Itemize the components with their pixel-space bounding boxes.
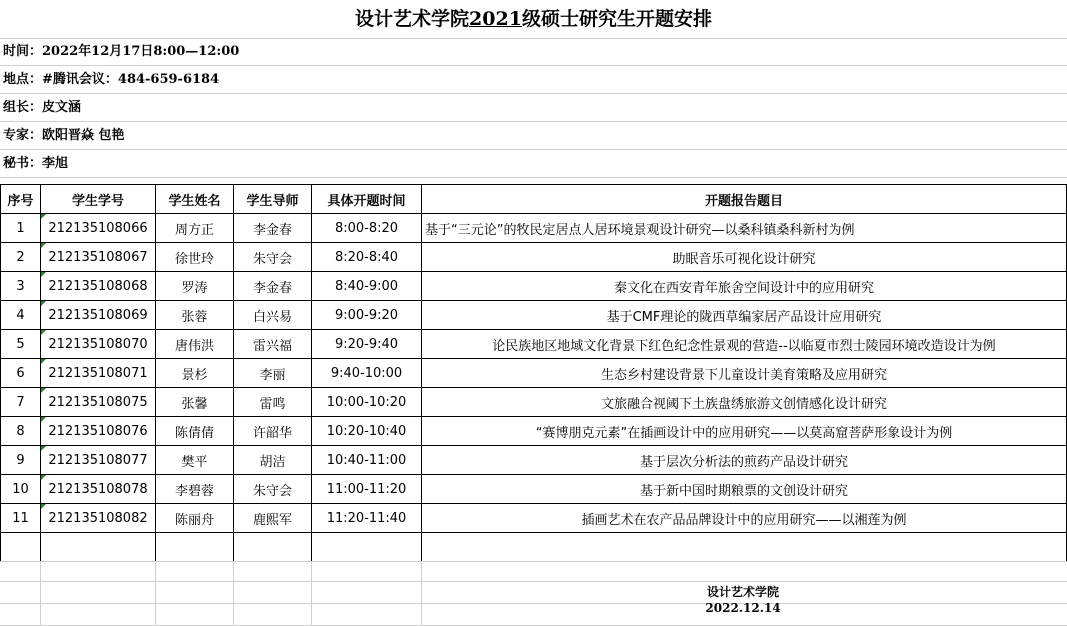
cell-time[interactable]: 10:00-10:20 bbox=[312, 388, 422, 417]
page-title bbox=[0, 0, 1067, 39]
table-row bbox=[1, 446, 1067, 475]
cell-student-id[interactable]: 212135108066 bbox=[41, 214, 156, 243]
header-topic[interactable]: 开题报告题目 bbox=[422, 185, 1067, 214]
info-time[interactable]: 时间：2022年12月17日8:00—12:00 bbox=[0, 38, 1067, 66]
cell-student-name[interactable]: 李碧蓉 bbox=[156, 475, 234, 504]
table-row bbox=[1, 359, 1067, 388]
cell-no[interactable]: 8 bbox=[1, 417, 41, 446]
cell-topic[interactable]: 论民族地区地域文化背景下红色纪念性景观的营造--以临夏市烈士陵园环境改造设计为例 bbox=[422, 330, 1067, 359]
table-row bbox=[1, 243, 1067, 272]
cell-no[interactable]: 6 bbox=[1, 359, 41, 388]
cell-no[interactable]: 11 bbox=[1, 504, 41, 533]
cell-time[interactable]: 11:00-11:20 bbox=[312, 475, 422, 504]
footer-area bbox=[0, 561, 1067, 626]
cell-topic[interactable]: 生态乡村建设背景下儿童设计美育策略及应用研究 bbox=[422, 359, 1067, 388]
footer-date[interactable]: 2022.12.14 bbox=[705, 601, 781, 615]
header-student-id[interactable]: 学生学号 bbox=[41, 185, 156, 214]
cell-advisor[interactable]: 李金春 bbox=[234, 272, 312, 301]
header-time[interactable]: 具体开题时间 bbox=[312, 185, 422, 214]
title-suffix: 级硕士研究生开题安排 bbox=[521, 8, 712, 30]
cell-student-name[interactable]: 张馨 bbox=[156, 388, 234, 417]
cell-student-id[interactable]: 212135108078 bbox=[41, 475, 156, 504]
cell-student-id[interactable]: 212135108071 bbox=[41, 359, 156, 388]
cell-student-id[interactable]: 212135108082 bbox=[41, 504, 156, 533]
header-advisor[interactable]: 学生导师 bbox=[234, 185, 312, 214]
cell-time[interactable]: 10:20-10:40 bbox=[312, 417, 422, 446]
footer-org[interactable]: 设计艺术学院 bbox=[706, 585, 779, 599]
cell-advisor[interactable]: 雷兴福 bbox=[234, 330, 312, 359]
cell-no[interactable]: 1 bbox=[1, 214, 41, 243]
cell-empty[interactable] bbox=[312, 533, 422, 562]
cell-time[interactable]: 11:20-11:40 bbox=[312, 504, 422, 533]
cell-advisor[interactable]: 雷鸣 bbox=[234, 388, 312, 417]
table-row bbox=[1, 388, 1067, 417]
cell-topic[interactable]: 助眠音乐可视化设计研究 bbox=[422, 243, 1067, 272]
info-experts[interactable]: 专家：欧阳晋焱 包艳 bbox=[0, 122, 1067, 150]
cell-topic[interactable]: 基于CMF理论的陇西草编家居产品设计应用研究 bbox=[422, 301, 1067, 330]
cell-advisor[interactable]: 胡洁 bbox=[234, 446, 312, 475]
title-year: 2021 bbox=[469, 8, 522, 30]
cell-time[interactable]: 9:40-10:00 bbox=[312, 359, 422, 388]
cell-topic[interactable]: 基于新中国时期粮票的文创设计研究 bbox=[422, 475, 1067, 504]
cell-empty[interactable] bbox=[422, 533, 1067, 562]
table-row bbox=[1, 214, 1067, 243]
cell-advisor[interactable]: 李丽 bbox=[234, 359, 312, 388]
cell-empty[interactable] bbox=[1, 533, 41, 562]
cell-advisor[interactable]: 李金春 bbox=[234, 214, 312, 243]
cell-empty[interactable] bbox=[41, 533, 156, 562]
cell-empty[interactable] bbox=[234, 533, 312, 562]
table-header-row bbox=[1, 185, 1067, 214]
info-leader[interactable]: 组长：皮文涵 bbox=[0, 94, 1067, 122]
cell-time[interactable]: 9:00-9:20 bbox=[312, 301, 422, 330]
cell-student-id[interactable]: 212135108068 bbox=[41, 272, 156, 301]
cell-no[interactable]: 10 bbox=[1, 475, 41, 504]
cell-student-id[interactable]: 212135108069 bbox=[41, 301, 156, 330]
cell-advisor[interactable]: 朱守会 bbox=[234, 475, 312, 504]
cell-topic[interactable]: “赛博朋克元素”在插画设计中的应用研究——以莫高窟菩萨形象设计为例 bbox=[422, 417, 1067, 446]
cell-student-name[interactable]: 罗涛 bbox=[156, 272, 234, 301]
header-student-name[interactable]: 学生姓名 bbox=[156, 185, 234, 214]
title-prefix: 设计艺术学院 bbox=[355, 8, 470, 30]
cell-topic[interactable]: 插画艺术在农产品品牌设计中的应用研究——以湘莲为例 bbox=[422, 504, 1067, 533]
cell-no[interactable]: 2 bbox=[1, 243, 41, 272]
cell-time[interactable]: 9:20-9:40 bbox=[312, 330, 422, 359]
cell-time[interactable]: 8:20-8:40 bbox=[312, 243, 422, 272]
cell-student-name[interactable]: 张蓉 bbox=[156, 301, 234, 330]
table-row bbox=[1, 504, 1067, 533]
cell-no[interactable]: 7 bbox=[1, 388, 41, 417]
cell-student-id[interactable]: 212135108070 bbox=[41, 330, 156, 359]
cell-empty[interactable] bbox=[156, 533, 234, 562]
cell-student-id[interactable]: 212135108077 bbox=[41, 446, 156, 475]
cell-student-id[interactable]: 212135108076 bbox=[41, 417, 156, 446]
cell-time[interactable]: 8:40-9:00 bbox=[312, 272, 422, 301]
cell-student-id[interactable]: 212135108075 bbox=[41, 388, 156, 417]
cell-student-name[interactable]: 唐伟洪 bbox=[156, 330, 234, 359]
info-secretary[interactable]: 秘书：李旭 bbox=[0, 150, 1067, 178]
info-place[interactable]: 地点：#腾讯会议：484-659-6184 bbox=[0, 66, 1067, 94]
cell-advisor[interactable]: 白兴易 bbox=[234, 301, 312, 330]
cell-student-name[interactable]: 樊平 bbox=[156, 446, 234, 475]
cell-student-name[interactable]: 陈倩倩 bbox=[156, 417, 234, 446]
cell-student-name[interactable]: 陈丽舟 bbox=[156, 504, 234, 533]
cell-topic[interactable]: 基于“三元论”的牧民定居点人居环境景观设计研究—以桑科镇桑科新村为例 bbox=[422, 214, 1067, 243]
table-row bbox=[1, 475, 1067, 504]
cell-time[interactable]: 8:00-8:20 bbox=[312, 214, 422, 243]
table-row bbox=[1, 330, 1067, 359]
table-row bbox=[1, 417, 1067, 446]
cell-topic[interactable]: 文旅融合视阈下土族盘绣旅游文创情感化设计研究 bbox=[422, 388, 1067, 417]
cell-time[interactable]: 10:40-11:00 bbox=[312, 446, 422, 475]
schedule-table bbox=[0, 184, 1067, 562]
cell-no[interactable]: 3 bbox=[1, 272, 41, 301]
cell-topic[interactable]: 秦文化在西安青年旅舍空间设计中的应用研究 bbox=[422, 272, 1067, 301]
cell-advisor[interactable]: 鹿熙军 bbox=[234, 504, 312, 533]
cell-no[interactable]: 4 bbox=[1, 301, 41, 330]
cell-student-name[interactable]: 景杉 bbox=[156, 359, 234, 388]
table-row bbox=[1, 301, 1067, 330]
table-row bbox=[1, 272, 1067, 301]
cell-advisor[interactable]: 朱守会 bbox=[234, 243, 312, 272]
header-no[interactable]: 序号 bbox=[1, 185, 41, 214]
cell-student-name[interactable]: 徐世玲 bbox=[156, 243, 234, 272]
cell-topic[interactable]: 基于层次分析法的煎药产品设计研究 bbox=[422, 446, 1067, 475]
cell-no[interactable]: 9 bbox=[1, 446, 41, 475]
table-row-empty bbox=[1, 533, 1067, 562]
cell-advisor[interactable]: 许韶华 bbox=[234, 417, 312, 446]
cell-student-name[interactable]: 周方正 bbox=[156, 214, 234, 243]
cell-student-id[interactable]: 212135108067 bbox=[41, 243, 156, 272]
cell-no[interactable]: 5 bbox=[1, 330, 41, 359]
